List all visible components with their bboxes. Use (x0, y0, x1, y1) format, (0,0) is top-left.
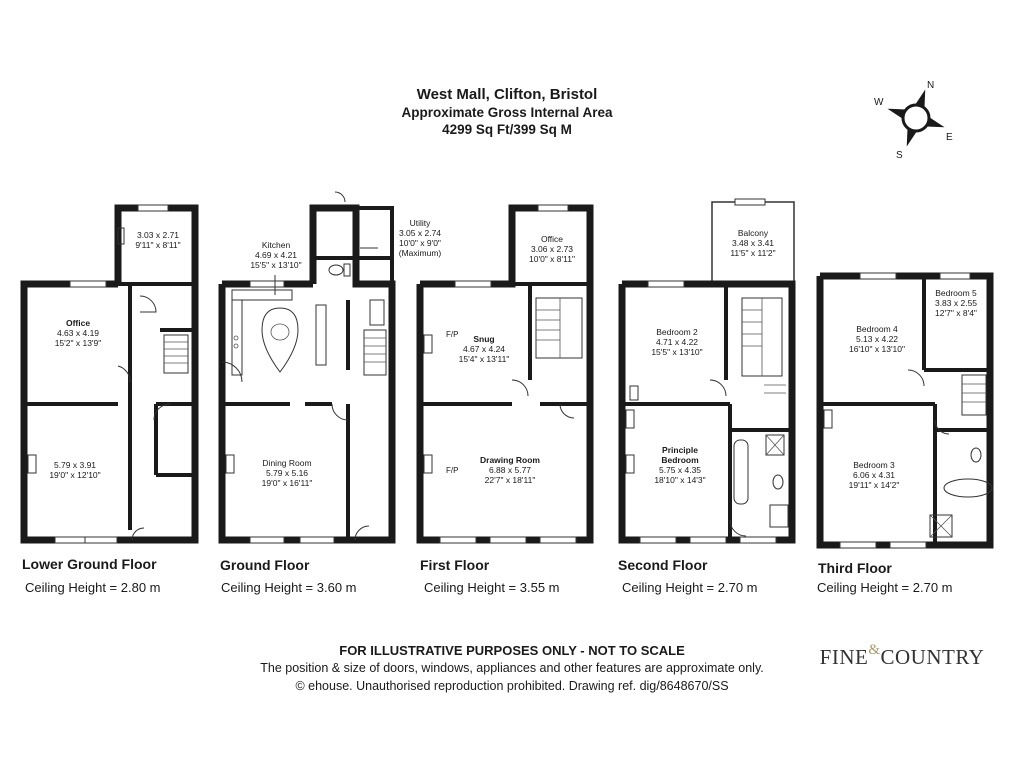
plan-area: 4299 Sq Ft/399 Sq M (442, 122, 572, 137)
room-balcony: Balcony 3.48 x 3.41 11'5" x 11'2" (730, 228, 776, 258)
ceiling-third: Ceiling Height = 2.70 m (817, 580, 953, 595)
ceiling-first: Ceiling Height = 3.55 m (424, 580, 560, 595)
ceiling-second: Ceiling Height = 2.70 m (622, 580, 758, 595)
floor-name-lower-ground: Lower Ground Floor (22, 556, 157, 572)
compass-icon (886, 88, 946, 148)
ceiling-ground: Ceiling Height = 3.60 m (221, 580, 357, 595)
room-lg-store: 3.03 x 2.71 9'11" x 8'11" (135, 230, 181, 250)
floor-name-first: First Floor (420, 557, 490, 573)
brand-right: COUNTRY (880, 645, 985, 669)
floor-name-third: Third Floor (818, 560, 892, 576)
room-lg-office: Office 4.63 x 4.19 15'2" x 13'9" (54, 318, 102, 348)
lower-ground-floor-plan (24, 205, 195, 543)
room-bedroom-3: Bedroom 3 6.06 x 4.31 19'11" x 14'2" (848, 460, 900, 490)
fine-and-country-logo (818, 642, 986, 670)
compass-east-label: E (946, 132, 953, 143)
brand-ampersand: & (868, 642, 881, 658)
room-lg-front: 5.79 x 3.91 19'0" x 12'10" (49, 460, 101, 480)
room-utility: Utility 3.05 x 2.74 10'0" x 9'0" (Maximum) (398, 218, 442, 258)
compass-west-label: W (874, 97, 884, 108)
compass-north-label: N (927, 80, 935, 91)
ceiling-lower-ground: Ceiling Height = 2.80 m (25, 580, 161, 595)
plan-subtitle: Approximate Gross Internal Area (401, 105, 613, 120)
room-kitchen: Kitchen 4.69 x 4.21 15'5" x 13'10" (250, 240, 302, 270)
ground-floor-plan (222, 192, 392, 543)
floor-name-ground: Ground Floor (220, 557, 310, 573)
floor-name-second: Second Floor (618, 557, 708, 573)
room-drawing: Drawing Room 6.88 x 5.77 22'7" x 18'11" (480, 455, 540, 485)
room-dining: Dining Room 5.79 x 5.16 19'0" x 16'11" (261, 458, 313, 488)
room-bedroom-4: Bedroom 4 5.13 x 4.22 16'10" x 13'10" (848, 324, 906, 354)
fireplace-label-drawing: F/P (446, 466, 459, 475)
brand-left: FINE (819, 645, 869, 669)
compass-south-label: S (896, 150, 903, 161)
room-first-office: Office 3.06 x 2.73 10'0" x 8'11" (529, 234, 575, 264)
disclaimer-heading: FOR ILLUSTRATIVE PURPOSES ONLY - NOT TO SCALE (339, 643, 685, 658)
room-bedroom-5: Bedroom 5 3.83 x 2.55 12'7" x 8'4" (934, 288, 978, 318)
plan-title: West Mall, Clifton, Bristol (416, 86, 598, 103)
room-snug: Snug 4.67 x 4.24 15'4" x 13'11" (458, 334, 510, 364)
disclaimer-line-2: © ehouse. Unauthorised reproduction prohibited. Drawing ref. dig/8648670/SS (295, 679, 729, 693)
room-bedroom-2: Bedroom 2 4.71 x 4.22 15'5" x 13'10" (651, 327, 703, 357)
fireplace-label-snug: F/P (446, 330, 459, 339)
room-principle-bedroom: Principle Bedroom 5.75 x 4.35 18'10" x 14'3" (654, 445, 706, 485)
disclaimer-line-1: The position & size of doors, windows, appliances and other features are approximate only. (260, 661, 764, 675)
